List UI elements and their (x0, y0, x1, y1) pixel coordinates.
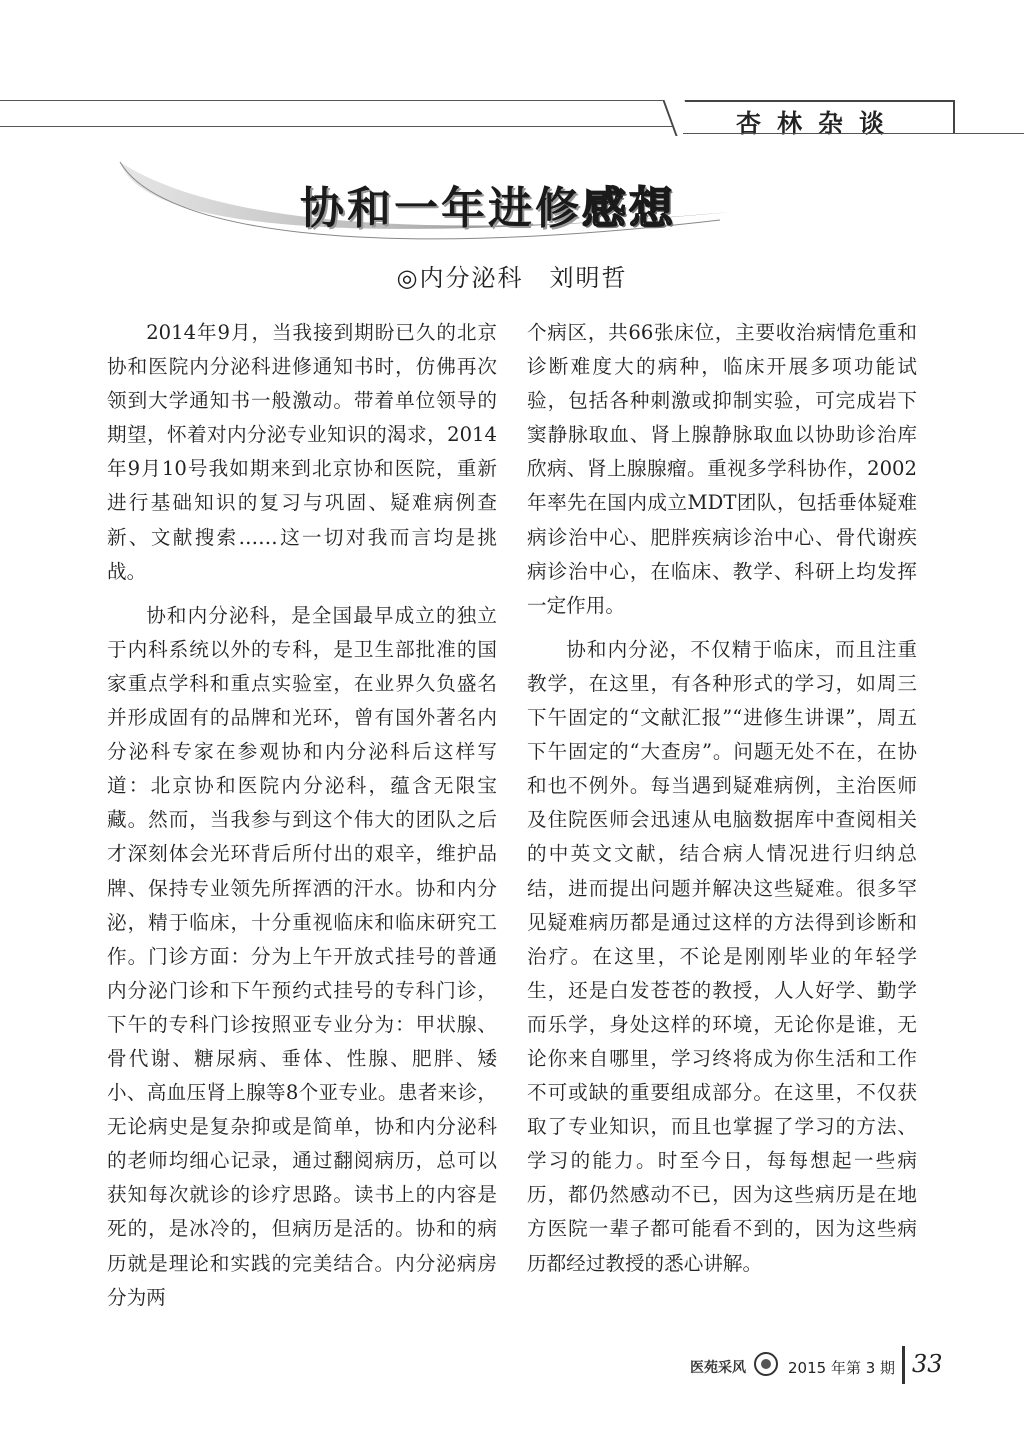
right-column (527, 316, 917, 1281)
page-footer (690, 1352, 990, 1392)
column-tag-underline (683, 133, 1024, 134)
paragraph: 协和内分泌，不仅精于临床，而且注重教学，在这里，有各种形式的学习，如周三下午固定的“文献汇报”“进修生讲课”，周五下午固定的“大查房”。问题无处不在，在协和也不例外。每当遇到疑难病例，主治医师及住院医师会迅速从电脑数据库中查阅相关的中英文文献，结合病人情况进行归纳总结，进而提出问题并解决这些疑难。很多罕见疑难病历都是通过这样的方法得到诊断和治疗。在这里，不论是刚刚毕业的年轻学生，还是白发苍苍的教授，人人好学、勤学而乐学，身处这样的环境，无论你是谁，无论你来自哪里，学习终将成为你生活和工作不可或缺的重要组成部分。在这里，不仅获取了专业知识，而且也掌握了学习的方法、学习的能力。时至今日，每每想起一些病历，都仍然感动不已，因为这些病历是在地方医院一辈子都可能看不到的，因为这些病历都经过教授的悉心讲解。 (527, 637, 917, 1275)
byline (0, 258, 1024, 293)
paragraph: 2014年9月，当我接到期盼已久的北京协和医院内分泌科进修通知书时，仿佛再次领到大学通知书一般激动。带着单位领导的期望，怀着对内分泌专业知识的渴求，2014年9月10号我如期来到北京协和医院，重新进行基础知识的复习与巩固、疑难病例查新、文献搜索……这一切对我而言均是挑战。 (107, 321, 497, 583)
left-column (107, 316, 497, 1315)
article-title (300, 172, 740, 236)
department: ◎内分泌科 (396, 264, 524, 292)
paragraph-continued: 个病区，共66张床位，主要收治病情危重和诊断难度大的病种，临床开展多项功能试验，包括各种刺激或抑制实验，可完成岩下窦静脉取血、肾上腺静脉取血以协助诊治库欣病、肾上腺腺瘤。重视多学科协作，2002年率先在国内成立MDT团队，包括垂体疑难病诊治中心、肥胖疾病诊治中心、骨代谢疾病诊治中心，在临床、教学、科研上均发挥一定作用。 (527, 321, 917, 617)
magazine-logo-icon (752, 1350, 780, 1378)
issue-label: 2015 年第 3 期 (788, 1359, 896, 1377)
column-tag (683, 100, 955, 138)
title-main: 协和一年进修 (300, 183, 582, 234)
title-highlight: 感想 (582, 183, 676, 234)
header-rule-top (0, 100, 683, 101)
page-number: 33 (912, 1350, 943, 1378)
column-name: 杏林杂谈 (735, 109, 900, 138)
magazine-name: 医苑采风 (690, 1360, 746, 1376)
header-rule-bottom (0, 126, 683, 127)
author-name: 刘明哲 (549, 264, 628, 292)
footer-divider (902, 1346, 905, 1384)
paragraph: 协和内分泌科，是全国最早成立的独立于内科系统以外的专科，是卫生部批准的国家重点学科和重点实验室，在业界久负盛名并形成固有的品牌和光环，曾有国外著名内分泌科专家在参观协和内分泌科后这样写道：北京协和医院内分泌科，蕴含无限宝藏。然而，当我参与到这个伟大的团队之后才深刻体会光环背后所付出的艰辛，维护品牌、保持专业领先所挥洒的汗水。协和内分泌，精于临床，十分重视临床和临床研究工作。门诊方面：分为上午开放式挂号的普通内分泌门诊和下午预约式挂号的专科门诊，下午的专科门诊按照亚专业分为：甲状腺、骨代谢、糖尿病、垂体、性腺、肥胖、矮小、高血压肾上腺等8个亚专业。患者来诊，无论病史是复杂抑或是简单，协和内分泌科的老师均细心记录，通过翻阅病历，总可以获知每次就诊的诊疗思路。读书上的内容是死的，是冰冷的，但病历是活的。协和的病历就是理论和实践的完美结合。内分泌病房分为两 (107, 603, 497, 1309)
